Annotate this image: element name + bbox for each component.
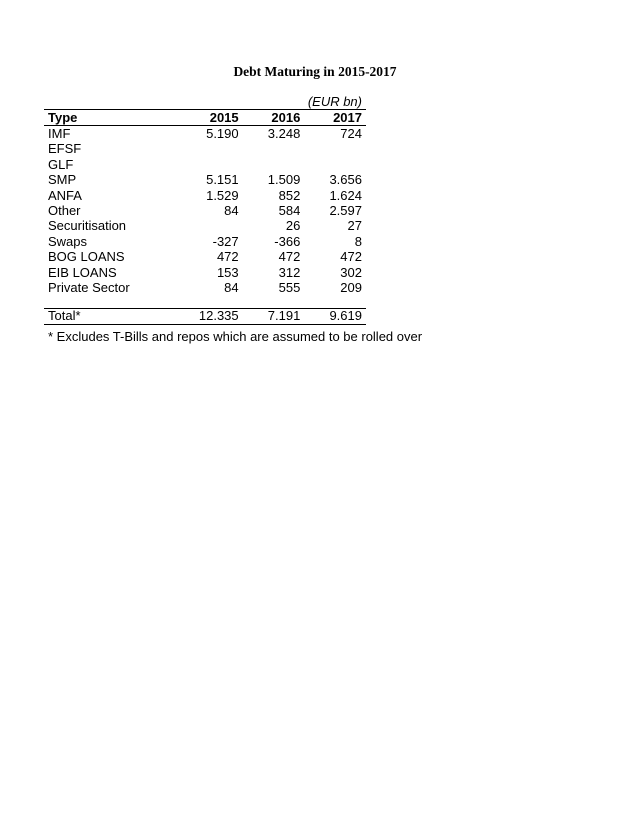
row-2017-cell: 209 [340, 279, 362, 295]
page-title: Debt Maturing in 2015-2017 [233, 64, 397, 79]
row-2017-cell: 8 [354, 233, 362, 249]
row-2017-cell: 1.624 [329, 187, 362, 203]
unit-note: (EUR bn) [307, 94, 362, 109]
row-2017-cell: 472 [340, 249, 362, 265]
row-2015-cell: 5.190 [206, 126, 239, 142]
row-2016-cell: 555 [278, 279, 301, 295]
row-2015-cell [170, 142, 243, 157]
row-2016-cell: 584 [278, 203, 301, 219]
row-type-cell: EIB LOANS [48, 264, 117, 280]
row-type-cell: Securitisation [48, 218, 127, 234]
table-row [44, 142, 366, 157]
row-type-cell: ANFA [48, 187, 82, 203]
row-2017-cell [304, 157, 366, 172]
row-2015-cell: 472 [216, 249, 239, 265]
total-2017-cell: 9.619 [304, 308, 366, 324]
table-row [44, 234, 366, 249]
spacer-cell [44, 296, 366, 309]
row-2017-cell [304, 142, 366, 157]
row-type-cell: BOG LOANS [48, 249, 125, 265]
row-2017-cell: 302 [340, 264, 362, 280]
row-2015-cell: 153 [216, 264, 239, 280]
total-label-cell: Total* [44, 308, 170, 324]
row-2016-cell: 3.248 [267, 126, 301, 142]
row-2016-cell: 852 [278, 187, 301, 203]
row-2016-cell: 472 [278, 249, 301, 265]
column-header-2016: 2016 [243, 110, 305, 126]
row-2017-cell: 2.597 [329, 203, 362, 219]
row-2015-cell: -327 [212, 233, 239, 249]
row-type-cell: IMF [48, 126, 71, 142]
row-2016-cell: 26 [285, 218, 301, 234]
table-row [44, 188, 366, 203]
row-2015-cell [170, 219, 243, 234]
row-type-cell: Swaps [48, 233, 88, 249]
row-2015-cell: 1.529 [206, 187, 239, 203]
table-row [44, 203, 366, 218]
total-row [44, 308, 366, 324]
row-2016-cell: -366 [274, 233, 301, 249]
row-2015-cell: 84 [224, 279, 239, 295]
row-2017-cell: 724 [340, 126, 362, 142]
debt-table [44, 109, 366, 325]
row-2016-cell [243, 157, 305, 172]
spacer-row [44, 296, 366, 309]
row-2017-cell: 3.656 [329, 172, 362, 188]
table-row [44, 173, 366, 188]
row-type-cell: GLF [48, 156, 74, 172]
table-row [44, 265, 366, 280]
column-header-type: Type [44, 110, 170, 126]
table-row [44, 250, 366, 265]
table-row [44, 157, 366, 172]
row-2015-cell: 5.151 [206, 172, 239, 188]
row-type-cell: Other [48, 203, 81, 219]
row-2016-cell [243, 142, 305, 157]
row-2016-cell: 312 [278, 264, 301, 280]
total-2016-cell: 7.191 [243, 308, 305, 324]
row-2015-cell [170, 157, 243, 172]
table-row [44, 126, 366, 142]
row-type-cell: EFSF [48, 141, 82, 157]
column-header-2017: 2017 [304, 110, 366, 126]
table-row [44, 280, 366, 295]
table-header-row [44, 110, 366, 126]
row-2016-cell: 1.509 [267, 172, 301, 188]
total-2015-cell: 12.335 [170, 308, 243, 324]
column-header-2015: 2015 [170, 110, 243, 126]
row-type-cell: Private Sector [48, 279, 130, 295]
footnote: * Excludes T-Bills and repos which are assumed to be rolled over [48, 329, 423, 344]
row-2017-cell: 27 [347, 218, 362, 234]
row-2015-cell: 84 [224, 203, 239, 219]
row-type-cell: SMP [48, 172, 77, 188]
table-row [44, 219, 366, 234]
